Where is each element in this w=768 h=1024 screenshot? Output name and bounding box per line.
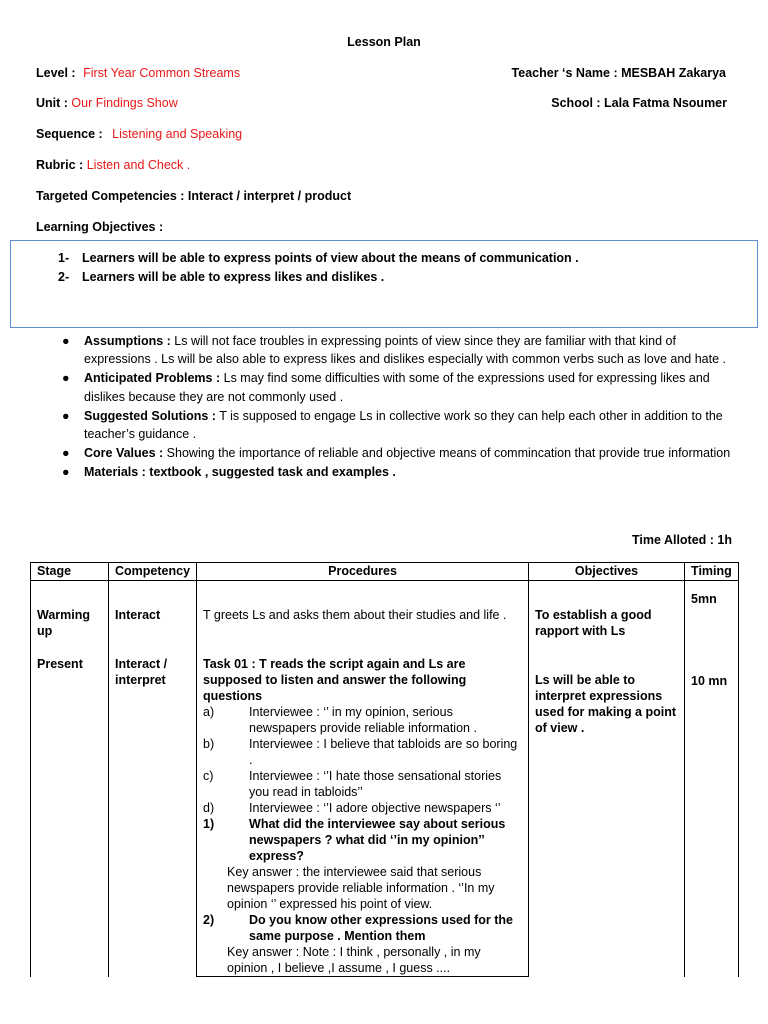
competency-present: Interact / interpret bbox=[115, 657, 168, 687]
header-stage: Stage bbox=[31, 563, 109, 581]
time-alloted: Time Alloted : 1h bbox=[631, 533, 732, 547]
level-line bbox=[36, 66, 240, 80]
unit-label: Unit : bbox=[36, 96, 68, 110]
unit-line bbox=[36, 96, 178, 110]
task-title: Task 01 : T reads the script again and Ls are supposed to listen and answer the following questions bbox=[203, 657, 467, 703]
school-name: School : Lala Fatma Nsoumer bbox=[551, 96, 727, 110]
table-header-row bbox=[31, 563, 739, 581]
objective-warming: To establish a good rapport with Ls bbox=[535, 608, 652, 638]
sequence-line bbox=[36, 127, 242, 141]
objective-item: 1- Learners will be able to express points of view about the means of communication . bbox=[58, 251, 579, 265]
sequence-label: Sequence : bbox=[36, 127, 103, 141]
key-answer-1: Key answer : the interviewee said that serious newspapers provide reliable information . ‘’In my opinion ‘’ expressed his point of view. bbox=[227, 865, 495, 911]
bullet-icon: ● bbox=[62, 446, 70, 461]
list-item: ● Suggested Solutions : T is supposed to engage Ls in collective work so they can help each other in addition to the teacher’s guidance . bbox=[62, 408, 723, 442]
sequence-value: Listening and Speaking bbox=[112, 127, 243, 141]
list-item: c) Interviewee : ‘’I hate those sensational stories you read in tabloids’’ bbox=[203, 769, 502, 799]
level-label: Level : bbox=[36, 66, 76, 80]
list-item: ● Materials : textbook , suggested task and examples . bbox=[62, 463, 742, 481]
list-item: ● Assumptions : Ls will not face troubles in expressing points of view since they are familiar with that kind of expressions . Ls will be also able to express likes and dislikes especially with common verbs such as love and hate . bbox=[62, 334, 726, 367]
bullet-icon: ● bbox=[62, 408, 70, 423]
procedure-warming: T greets Ls and asks them about their studies and life . bbox=[203, 608, 507, 622]
list-item: ● Anticipated Problems : Ls may find some difficulties with some of the expressions used for expressing likes and dislikes because they are not commonly used . bbox=[62, 371, 710, 404]
rubric-value: Listen and Check . bbox=[86, 158, 191, 172]
page-title: Lesson Plan bbox=[347, 35, 421, 49]
header-objectives: Objectives bbox=[529, 563, 685, 581]
list-item: a) Interviewee : ‘’ in my opinion, serious newspapers provide reliable information . bbox=[203, 705, 477, 735]
list-item: d) Interviewee : ‘’I adore objective newspapers ‘’ bbox=[203, 801, 501, 815]
unit-value: Our Findings Show bbox=[71, 96, 178, 110]
list-item: ● Core Values : Showing the importance of reliable and objective means of commincation that provide true information bbox=[62, 444, 742, 462]
header-procedures: Procedures bbox=[197, 563, 529, 581]
stage-present: Present bbox=[37, 657, 83, 671]
key-answer-2: Key answer : Note : I think , personally , in my opinion , I believe ,I assume , I guess .... bbox=[227, 945, 481, 975]
objective-present: Ls will be able to interpret expressions used for making a point of view . bbox=[535, 673, 677, 735]
teacher-name: Teacher ‘s Name : MESBAH Zakarya bbox=[511, 66, 726, 80]
bullet-icon: ● bbox=[62, 371, 70, 386]
objective-item: 2- Learners will be able to express likes and dislikes . bbox=[58, 270, 385, 284]
question-1: 1) What did the interviewee say about serious newspapers ? what did ‘’in my opinion’’ express? bbox=[203, 817, 506, 863]
stage-warming: Warming up bbox=[37, 608, 91, 638]
bullet-icon: ● bbox=[62, 465, 70, 480]
competency-warming: Interact bbox=[115, 608, 161, 622]
header-timing: Timing bbox=[685, 563, 739, 581]
list-item: b) Interviewee : I believe that tabloids are so boring . bbox=[203, 737, 518, 767]
table-row bbox=[31, 581, 739, 977]
timing-present: 10 mn bbox=[691, 674, 728, 688]
bullet-icon: ● bbox=[62, 334, 70, 348]
competencies-line: Targeted Competencies : Interact / interpret / product bbox=[36, 189, 352, 203]
rubric-label: Rubric : bbox=[36, 158, 84, 172]
timing-warming: 5mn bbox=[691, 592, 717, 606]
lesson-table bbox=[30, 562, 739, 977]
objectives-heading: Learning Objectives : bbox=[36, 220, 164, 234]
level-value: First Year Common Streams bbox=[83, 66, 241, 80]
rubric-line bbox=[36, 158, 190, 172]
header-competency: Competency bbox=[109, 563, 197, 581]
question-2: 2) Do you know other expressions used for the same purpose . Mention them bbox=[203, 913, 513, 943]
planning-notes-list bbox=[62, 332, 742, 482]
